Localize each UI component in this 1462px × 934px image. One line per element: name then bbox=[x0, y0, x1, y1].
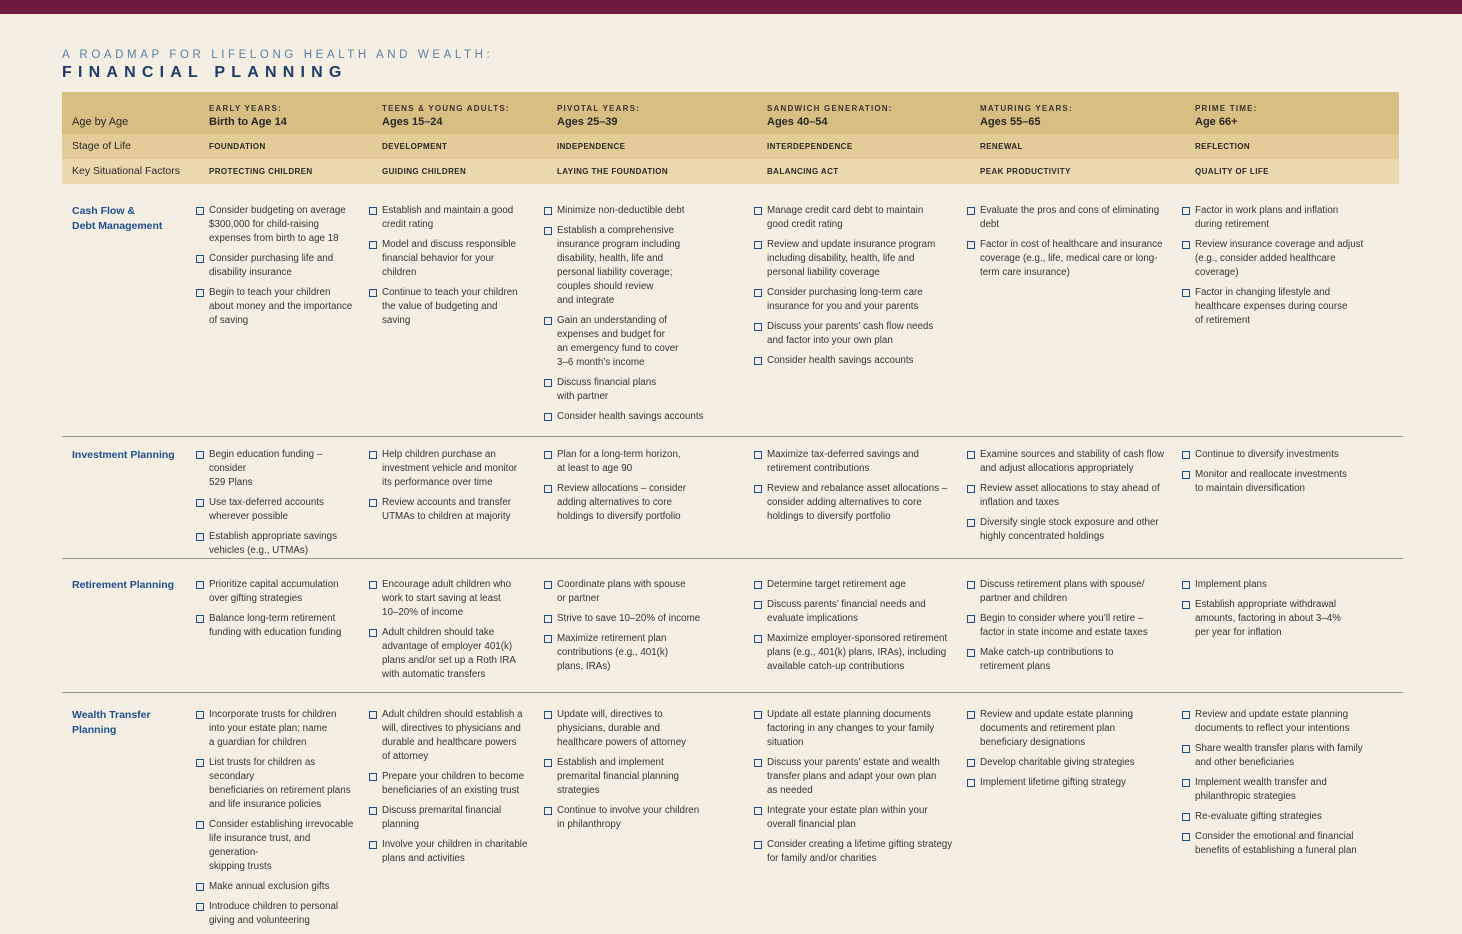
checklist-item: Continue to diversify investments bbox=[1182, 448, 1382, 462]
section-column bbox=[196, 578, 361, 646]
section-column bbox=[967, 708, 1177, 796]
checklist-item: Strive to save 10–20% of income bbox=[544, 612, 749, 626]
section-column bbox=[967, 578, 1177, 680]
section-column bbox=[1182, 578, 1382, 646]
section-column bbox=[754, 708, 959, 872]
checklist-item: Help children purchase an investment vehicle and monitor its performance over time bbox=[369, 448, 537, 490]
age-row-label: Age by Age bbox=[72, 116, 129, 128]
section-divider bbox=[62, 558, 1403, 559]
checklist-item: Discuss your parents’ estate and wealth transfer plans and adapt your own plan as needed bbox=[754, 756, 959, 798]
checklist-item: Maximize employer-sponsored retirement plans (e.g., 401(k) plans, IRAs), including available catch-up contributions bbox=[754, 632, 959, 674]
section-column bbox=[369, 448, 537, 530]
checklist-item: Model and discuss responsible financial behavior for your children bbox=[369, 238, 537, 280]
checklist-item: Continue to teach your children the value of budgeting and saving bbox=[369, 286, 537, 328]
age-period-label: MATURING YEARS: bbox=[980, 104, 1073, 113]
section-column bbox=[1182, 204, 1382, 334]
section-column bbox=[369, 204, 537, 334]
section-label: Investment Planning bbox=[72, 449, 175, 461]
key-factor-cell: BALANCING ACT bbox=[767, 167, 839, 176]
stage-row-label: Stage of Life bbox=[72, 140, 131, 152]
checklist-item: Develop charitable giving strategies bbox=[967, 756, 1177, 770]
checklist-item: Review asset allocations to stay ahead of inflation and taxes bbox=[967, 482, 1177, 510]
section-column bbox=[196, 708, 361, 934]
section-divider bbox=[62, 436, 1403, 437]
checklist-item: Encourage adult children who work to start saving at least 10–20% of income bbox=[369, 578, 537, 620]
checklist-item: Update will, directives to physicians, durable and healthcare powers of attorney bbox=[544, 708, 749, 750]
checklist-item: Review and update estate planning documents and retirement plan beneficiary designations bbox=[967, 708, 1177, 750]
checklist-item: Introduce children to personal giving and volunteering bbox=[196, 900, 361, 928]
checklist-item: Share wealth transfer plans with family and other beneficiaries bbox=[1182, 742, 1382, 770]
checklist-item: Review accounts and transfer UTMAs to children at majority bbox=[369, 496, 537, 524]
checklist-item: Discuss financial plans with partner bbox=[544, 376, 749, 404]
checklist-item: Begin to teach your children about money and the importance of saving bbox=[196, 286, 361, 328]
checklist-item: Re-evaluate gifting strategies bbox=[1182, 810, 1382, 824]
checklist-item: Begin to consider where you’ll retire – factor in state income and estate taxes bbox=[967, 612, 1177, 640]
header-age-row bbox=[62, 92, 1399, 134]
key-factor-cell: QUALITY OF LIFE bbox=[1195, 167, 1269, 176]
checklist-item: Implement lifetime gifting strategy bbox=[967, 776, 1177, 790]
checklist-item: Monitor and reallocate investments to maintain diversification bbox=[1182, 468, 1382, 496]
page-kicker: A ROADMAP FOR LIFELONG HEALTH AND WEALTH: bbox=[62, 49, 494, 61]
age-period-label: SANDWICH GENERATION: bbox=[767, 104, 893, 113]
checklist-item: List trusts for children as secondary beneficiaries on retirement plans and life insurance policies bbox=[196, 756, 361, 812]
checklist-item: Consider budgeting on average $300,000 for child-raising expenses from birth to age 18 bbox=[196, 204, 361, 246]
checklist-item: Maximize retirement plan contributions (e.g., 401(k) plans, IRAs) bbox=[544, 632, 749, 674]
age-range-label: Age 66+ bbox=[1195, 116, 1238, 128]
checklist-item: Begin education funding – consider 529 Plans bbox=[196, 448, 361, 490]
stage-of-life-cell: INTERDEPENDENCE bbox=[767, 142, 853, 151]
checklist-item: Review and update estate planning documents to reflect your intentions bbox=[1182, 708, 1382, 736]
checklist-item: Establish and implement premarital financial planning strategies bbox=[544, 756, 749, 798]
section-divider bbox=[62, 692, 1403, 693]
stage-of-life-cell: REFLECTION bbox=[1195, 142, 1251, 151]
checklist-item: Review and update insurance program including disability, health, life and personal liability coverage bbox=[754, 238, 959, 280]
checklist-item: Continue to involve your children in philanthropy bbox=[544, 804, 749, 832]
section-column bbox=[544, 708, 749, 838]
section-column bbox=[544, 204, 749, 430]
section-column bbox=[1182, 708, 1382, 864]
section-column bbox=[967, 204, 1177, 286]
checklist-item: Establish appropriate savings vehicles (e.g., UTMAs) bbox=[196, 530, 361, 558]
checklist-item: Consider creating a lifetime gifting strategy for family and/or charities bbox=[754, 838, 959, 866]
key-factor-cell: LAYING THE FOUNDATION bbox=[557, 167, 669, 176]
checklist-item: Consider purchasing long-term care insurance for you and your parents bbox=[754, 286, 959, 314]
checklist-item: Integrate your estate plan within your overall financial plan bbox=[754, 804, 959, 832]
checklist-item: Consider health savings accounts bbox=[754, 354, 959, 368]
checklist-item: Incorporate trusts for children into your estate plan; name a guardian for children bbox=[196, 708, 361, 750]
section-column bbox=[754, 578, 959, 680]
checklist-item: Factor in changing lifestyle and healthcare expenses during course of retirement bbox=[1182, 286, 1382, 328]
checklist-item: Diversify single stock exposure and other highly concentrated holdings bbox=[967, 516, 1177, 544]
checklist-item: Implement wealth transfer and philanthropic strategies bbox=[1182, 776, 1382, 804]
section-column bbox=[369, 708, 537, 872]
section-column bbox=[967, 448, 1177, 550]
checklist-item: Balance long-term retirement funding with education funding bbox=[196, 612, 361, 640]
checklist-item: Review allocations – consider adding alternatives to core holdings to diversify portfolio bbox=[544, 482, 749, 524]
age-period-label: PIVOTAL YEARS: bbox=[557, 104, 641, 113]
section-column bbox=[196, 448, 361, 564]
checklist-item: Evaluate the pros and cons of eliminating debt bbox=[967, 204, 1177, 232]
age-range-label: Ages 40–54 bbox=[767, 116, 828, 128]
page-title: FINANCIAL PLANNING bbox=[62, 64, 348, 81]
section-label: Cash Flow & Debt Management bbox=[72, 205, 163, 232]
key-factors-row-label: Key Situational Factors bbox=[72, 165, 180, 177]
checklist-item: Adult children should establish a will, directives to physicians and durable and healthcare powers of attorney bbox=[369, 708, 537, 764]
section-label: Retirement Planning bbox=[72, 579, 175, 591]
checklist-item: Gain an understanding of expenses and budget for an emergency fund to cover 3–6 month’s income bbox=[544, 314, 749, 370]
stage-of-life-cell: RENEWAL bbox=[980, 142, 1023, 151]
checklist-item: Discuss parents’ financial needs and evaluate implications bbox=[754, 598, 959, 626]
section-column bbox=[1182, 448, 1382, 502]
checklist-item: Determine target retirement age bbox=[754, 578, 959, 592]
top-color-bar bbox=[0, 0, 1462, 14]
checklist-item: Implement plans bbox=[1182, 578, 1382, 592]
section-column bbox=[369, 578, 537, 688]
age-range-label: Ages 55–65 bbox=[980, 116, 1041, 128]
key-factor-cell: PROTECTING CHILDREN bbox=[209, 167, 313, 176]
checklist-item: Make catch-up contributions to retirement plans bbox=[967, 646, 1177, 674]
checklist-item: Involve your children in charitable plans and activities bbox=[369, 838, 537, 866]
checklist-item: Establish and maintain a good credit rating bbox=[369, 204, 537, 232]
checklist-item: Maximize tax-deferred savings and retirement contributions bbox=[754, 448, 959, 476]
checklist-item: Review insurance coverage and adjust (e.g., consider added healthcare coverage) bbox=[1182, 238, 1382, 280]
checklist-item: Use tax-deferred accounts wherever possible bbox=[196, 496, 361, 524]
section-column bbox=[754, 204, 959, 374]
checklist-item: Prioritize capital accumulation over gifting strategies bbox=[196, 578, 361, 606]
checklist-item: Examine sources and stability of cash flow and adjust allocations appropriately bbox=[967, 448, 1177, 476]
checklist-item: Update all estate planning documents factoring in any changes to your family situation bbox=[754, 708, 959, 750]
checklist-item: Prepare your children to become beneficiaries of an existing trust bbox=[369, 770, 537, 798]
checklist-item: Establish a comprehensive insurance program including disability, health, life and personal liability coverage; couples should review and integrate bbox=[544, 224, 749, 308]
checklist-item: Minimize non-deductible debt bbox=[544, 204, 749, 218]
checklist-item: Establish appropriate withdrawal amounts, factoring in about 3–4% per year for inflation bbox=[1182, 598, 1382, 640]
checklist-item: Consider establishing irrevocable life insurance trust, and generation- skipping trusts bbox=[196, 818, 361, 874]
section-column bbox=[754, 448, 959, 530]
stage-of-life-cell: FOUNDATION bbox=[209, 142, 266, 151]
age-range-label: Ages 25–39 bbox=[557, 116, 618, 128]
checklist-item: Make annual exclusion gifts bbox=[196, 880, 361, 894]
checklist-item: Factor in cost of healthcare and insurance coverage (e.g., life, medical care or long- term care insurance) bbox=[967, 238, 1177, 280]
stage-of-life-cell: INDEPENDENCE bbox=[557, 142, 626, 151]
age-period-label: EARLY YEARS: bbox=[209, 104, 282, 113]
checklist-item: Factor in work plans and inflation during retirement bbox=[1182, 204, 1382, 232]
header-key-row bbox=[62, 159, 1399, 184]
checklist-item: Coordinate plans with spouse or partner bbox=[544, 578, 749, 606]
age-range-label: Birth to Age 14 bbox=[209, 116, 287, 128]
key-factor-cell: PEAK PRODUCTIVITY bbox=[980, 167, 1071, 176]
checklist-item: Manage credit card debt to maintain good credit rating bbox=[754, 204, 959, 232]
checklist-item: Discuss retirement plans with spouse/ partner and children bbox=[967, 578, 1177, 606]
checklist-item: Adult children should take advantage of employer 401(k) plans and/or set up a Roth IRA with automatic transfers bbox=[369, 626, 537, 682]
key-factor-cell: GUIDING CHILDREN bbox=[382, 167, 467, 176]
checklist-item: Consider health savings accounts bbox=[544, 410, 749, 424]
checklist-item: Plan for a long-term horizon, at least to age 90 bbox=[544, 448, 749, 476]
checklist-item: Discuss your parents’ cash flow needs and factor into your own plan bbox=[754, 320, 959, 348]
section-column bbox=[544, 578, 749, 680]
section-column bbox=[544, 448, 749, 530]
checklist-item: Review and rebalance asset allocations – consider adding alternatives to core holdings to diversify portfolio bbox=[754, 482, 959, 524]
checklist-item: Consider the emotional and financial benefits of establishing a funeral plan bbox=[1182, 830, 1382, 858]
age-period-label: TEENS & YOUNG ADULTS: bbox=[382, 104, 510, 113]
header-stage-row bbox=[62, 134, 1399, 159]
section-column bbox=[196, 204, 361, 334]
checklist-item: Consider purchasing life and disability insurance bbox=[196, 252, 361, 280]
age-range-label: Ages 15–24 bbox=[382, 116, 443, 128]
section-label: Wealth Transfer Planning bbox=[72, 709, 151, 736]
stage-of-life-cell: DEVELOPMENT bbox=[382, 142, 448, 151]
age-period-label: PRIME TIME: bbox=[1195, 104, 1258, 113]
checklist-item: Discuss premarital financial planning bbox=[369, 804, 537, 832]
